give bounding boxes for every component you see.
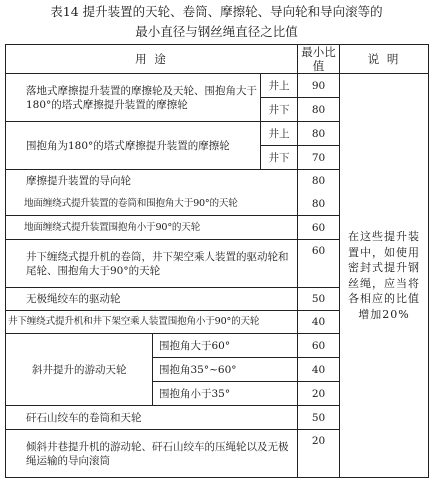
table-title-line2: 最小直径与钢丝绳直径之比值	[135, 24, 298, 39]
ratio-value: 20	[298, 430, 340, 478]
ratio-value: 40	[298, 358, 340, 382]
ratio-value: 80	[298, 122, 340, 146]
sub-condition: 围抱角35°~60°	[153, 358, 298, 382]
ratio-table	[5, 44, 429, 478]
ratio-value: 80	[298, 170, 340, 193]
ratio-value: 60	[298, 216, 340, 240]
usage-row-2: 围抱角为180°的塔式摩擦提升装置的摩擦轮	[6, 122, 261, 170]
sub-label-above: 井上	[261, 74, 298, 98]
table-title-line1: 表14 提升装置的天轮、卷筒、摩擦轮、导向轮和导向滚等的	[50, 4, 383, 19]
usage-row-9: 矸石山绞车的卷筒和天轮	[6, 406, 298, 430]
sub-label-below: 井下	[261, 146, 298, 170]
sub-condition: 围抱角小于35°	[153, 382, 298, 406]
ratio-value: 50	[298, 406, 340, 430]
header-remark: 说 明	[340, 45, 429, 74]
usage-row-1: 落地式摩擦提升装置的摩擦轮及天轮、围抱角大于180°的塔式摩擦提升装置的摩擦轮	[6, 74, 261, 122]
ratio-value: 80	[298, 193, 340, 216]
usage-row-6: 无极绳绞车的驱动轮	[6, 288, 298, 311]
usage-row-8: 斜井提升的游动天轮	[6, 334, 153, 406]
usage-row-3b: 地面缠绕式提升装置的卷筒和围抱角大于90°的天轮	[6, 193, 298, 216]
ratio-value: 60	[298, 240, 340, 288]
ratio-value: 90	[298, 74, 340, 98]
ratio-value: 80	[298, 98, 340, 122]
sub-label-below: 井下	[261, 98, 298, 122]
ratio-value: 70	[298, 146, 340, 170]
usage-row-4: 地面缠绕式提升装置围抱角小于90°的天轮	[6, 216, 298, 240]
sub-condition: 围抱角大于60°	[153, 334, 298, 358]
usage-row-10: 倾斜井巷提升机的游动轮、矸石山绞车的压绳轮以及无极绳运输的导向滚筒	[6, 430, 298, 478]
header-usage: 用 途	[6, 45, 298, 74]
usage-row-5: 井下缠绕式提升机的卷筒，井下架空乘人装置的驱动轮和尾轮、围抱角大于90°的天轮	[6, 240, 298, 288]
header-min-ratio: 最小比值	[298, 45, 340, 74]
usage-row-3a: 摩擦提升装置的导向轮	[6, 170, 298, 193]
ratio-value: 40	[298, 311, 340, 334]
sub-label-above: 井上	[261, 122, 298, 146]
remark-note: 在这些提升装置中，如使用密封式提升钢丝绳，应当将各相应的比值增加20%	[340, 74, 429, 478]
ratio-value: 20	[298, 382, 340, 406]
ratio-value: 50	[298, 288, 340, 311]
usage-row-7: 井下缠绕式提升机和井下架空乘人装置围抱角小于90°的天轮	[6, 311, 298, 334]
ratio-value: 60	[298, 334, 340, 358]
